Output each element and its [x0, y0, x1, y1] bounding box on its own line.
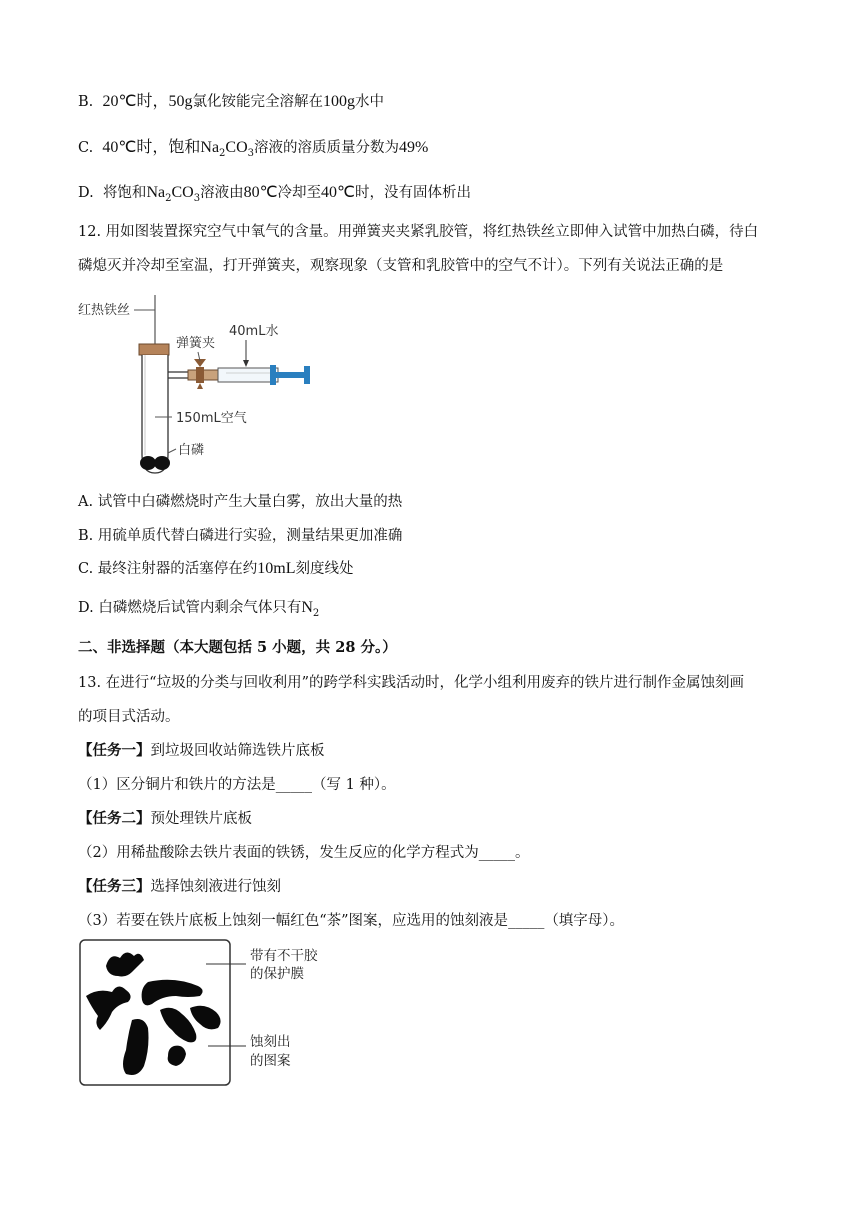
option-c-q11 [78, 138, 428, 164]
test-tube [142, 355, 168, 473]
subscript: 3 [247, 148, 255, 159]
subscript: 3 [193, 193, 201, 204]
white-phosphorus [140, 456, 156, 470]
label-film-1: 带有不干胶 [250, 948, 318, 964]
task-title: 【任务一】 [78, 742, 151, 759]
q13-part2 [78, 843, 529, 863]
q13-part3 [78, 911, 624, 931]
label-pattern-1: 蚀刻出 [250, 1034, 291, 1050]
label-water: 40mL水 [229, 324, 279, 339]
text: 冷却至 [277, 185, 322, 201]
task3 [78, 877, 281, 897]
value: 49% [399, 139, 429, 156]
label-film-2: 的保护膜 [250, 966, 304, 982]
option-c-q12 [78, 559, 354, 579]
q13-stem-line2: 的项目式活动。 [78, 709, 180, 725]
text: 20℃时， [102, 93, 169, 110]
etching-figure [78, 938, 358, 1088]
formula: CO [225, 139, 248, 156]
task-title: 【任务二】 [78, 810, 151, 827]
text: 氯化铵能完全溶解在 [192, 94, 323, 110]
syringe-plunger-head [270, 365, 276, 385]
text: （2）用稀盐酸除去铁片表面的铁锈，发生反应的化学方程式为 [78, 845, 479, 861]
answer-blank[interactable]: _____ [478, 845, 515, 861]
label-wire: 红热铁丝 [78, 303, 131, 318]
option-d-q12 [78, 598, 319, 624]
spring-clamp [196, 367, 204, 383]
option-d-q11 [78, 183, 471, 209]
answer-blank[interactable]: _____ [275, 777, 312, 793]
task1 [78, 741, 325, 761]
value: 100g [322, 93, 355, 110]
label-phosphorus: 白磷 [178, 443, 205, 458]
q13-stem-line1: 13. 在进行“垃圾的分类与回收利用”的跨学科实践活动时，化学小组利用废弃的铁片进行制作金属蚀刻画 [78, 675, 744, 691]
arrow-head [243, 360, 249, 367]
formula: CO [171, 184, 194, 201]
subscript: 2 [219, 148, 226, 159]
option-label: C. [78, 140, 94, 156]
label-pattern-2: 的图案 [250, 1053, 291, 1069]
q13-part1 [78, 775, 396, 795]
value: 40℃ [321, 184, 356, 201]
option-b-q12: B. 用硫单质代替白磷进行实验，测量结果更加准确 [78, 528, 403, 544]
q12-stem-line2: 磷熄灭并冷却至室温，打开弹簧夹，观察现象（支管和乳胶管中的空气不计）。下列有关说法正确的是 [78, 258, 724, 274]
option-label: B. [78, 94, 94, 110]
syringe-thumb-rest [304, 366, 310, 384]
answer-blank[interactable]: _____ [508, 913, 545, 929]
task-text: 到垃圾回收站筛选铁片底板 [150, 743, 325, 759]
text: （填字母）。 [544, 913, 625, 929]
value: 80℃ [243, 184, 278, 201]
label-air: 150mL空气 [176, 411, 247, 426]
value: 50g [168, 93, 193, 110]
formula: N [301, 599, 313, 616]
white-phosphorus [154, 456, 170, 470]
syringe-barrel [218, 368, 278, 382]
text: （写 1 种）。 [311, 777, 396, 793]
syringe-plunger-rod [276, 372, 304, 378]
task-text: 选择蚀刻液进行蚀刻 [150, 879, 281, 895]
option-a-q12: A. 试管中白磷燃烧时产生大量白雾，放出大量的热 [78, 494, 403, 510]
text: 刻度线处 [295, 561, 354, 577]
clamp-handle [197, 383, 203, 389]
value: 10mL [257, 560, 296, 577]
rubber-stopper [139, 344, 169, 355]
text: C. 最终注射器的活塞停在约 [78, 561, 258, 577]
option-b-q11 [78, 92, 384, 112]
text: 时，没有固体析出 [355, 185, 472, 201]
task-text: 预处理铁片底板 [150, 811, 252, 827]
leader-line [168, 449, 176, 453]
text: 。 [514, 845, 530, 861]
task-title: 【任务三】 [78, 878, 151, 895]
text: 溶液的溶质质量分数为 [254, 140, 400, 156]
label-clamp: 弹簧夹 [176, 336, 216, 351]
formula: Na [146, 184, 166, 201]
text: （3）若要在铁片底板上蚀刻一幅红色“茶”图案，应选用的蚀刻液是 [78, 913, 509, 929]
text: 水中 [354, 94, 384, 110]
subscript: 2 [165, 193, 172, 204]
text: 将饱和 [102, 185, 147, 201]
text: 溶液由 [200, 185, 244, 201]
q12-stem-line1: 12. 用如图装置探究空气中氧气的含量。用弹簧夹夹紧乳胶管，将红热铁丝立即伸入试管中加热白磷，待白 [78, 224, 759, 240]
task2 [78, 809, 252, 829]
option-label: D. [78, 185, 94, 201]
text: 40℃时，饱和 [102, 139, 201, 156]
test-tube-apparatus-figure [76, 295, 346, 480]
subscript: 2 [312, 608, 320, 619]
text: （1）区分铜片和铁片的方法是 [78, 777, 276, 793]
formula: Na [200, 139, 220, 156]
text: D. 白磷燃烧后试管内剩余气体只有 [78, 600, 302, 616]
section-heading: 二、非选择题（本大题包括 5 小题，共 28 分。） [78, 639, 397, 656]
